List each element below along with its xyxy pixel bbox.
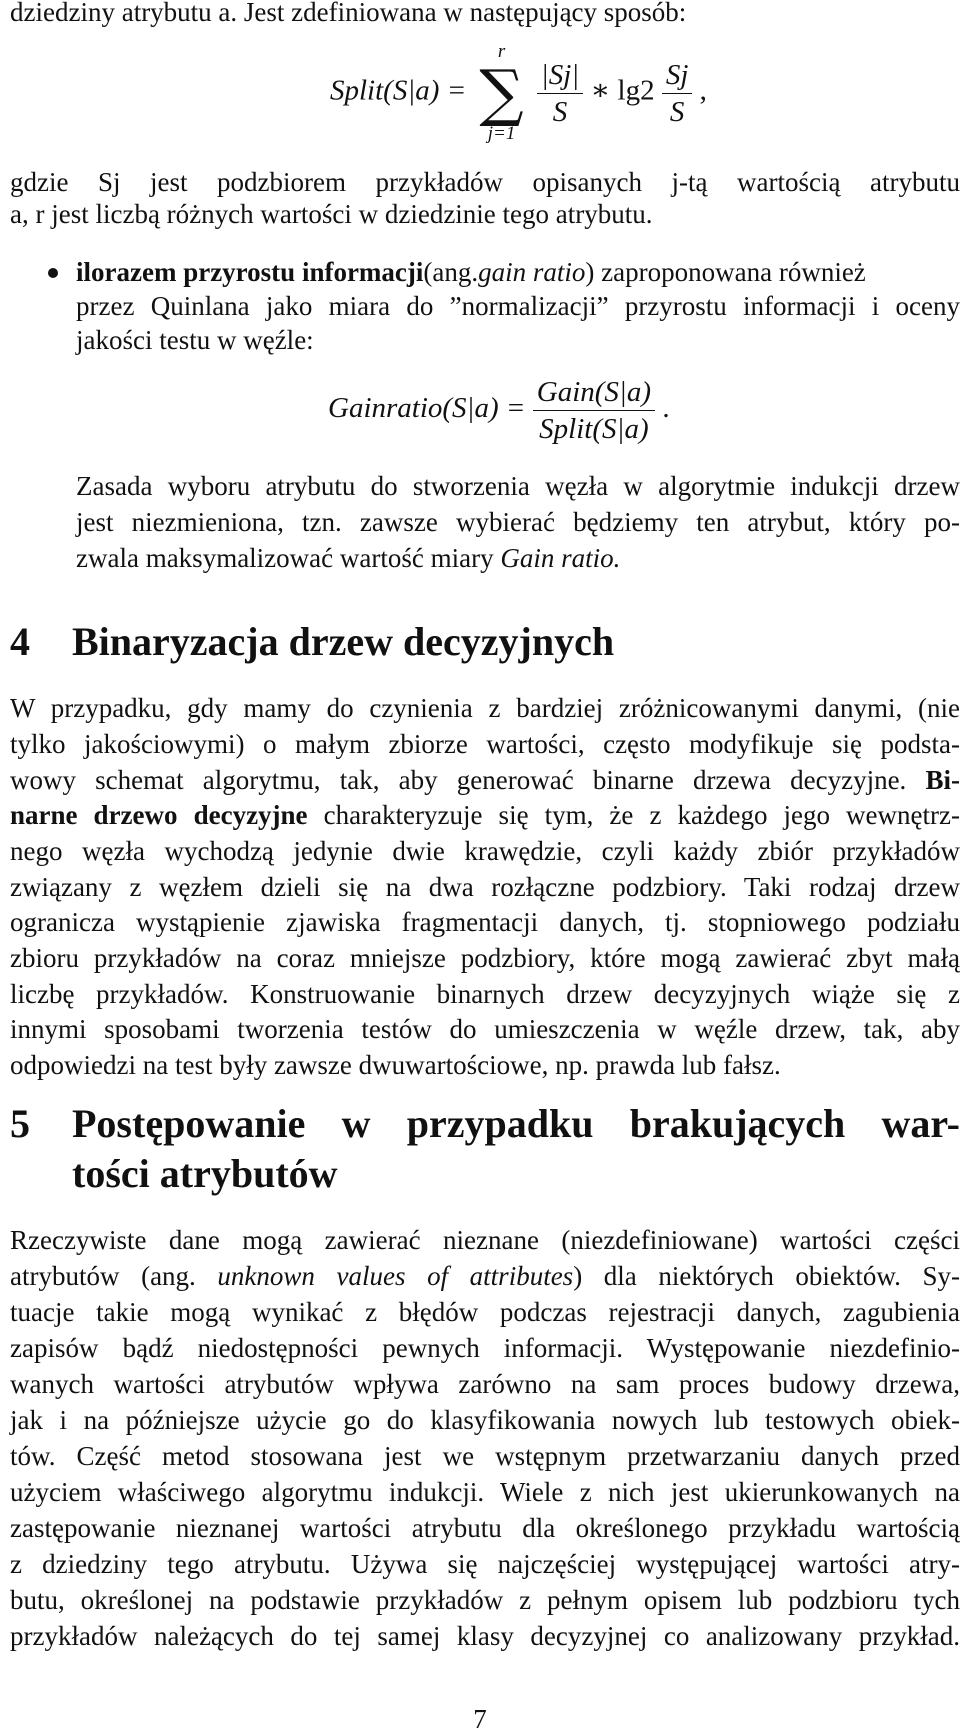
- text-line: Zasada wyboru atrybutu do stworzenia węzła w algorytmie indukcji drzew: [76, 468, 960, 504]
- fraction-denominator: S: [662, 94, 693, 130]
- text-line: z dziedziny tego atrybutu. Używa się najczęściej występującej wartości atry-: [10, 1546, 960, 1582]
- text-line: tuacje takie mogą wynikać z błędów podczas rejestracji danych, zagubienia: [10, 1294, 960, 1330]
- text-line: W przypadku, gdy mamy do czynienia z bardziej zróżnicowanymi danymi, (nie: [10, 690, 960, 726]
- bold-term: narne drzewo decyzyjne: [10, 800, 308, 830]
- bullet-term: ilorazem przyrostu informacji: [76, 257, 423, 287]
- page-number: 7: [0, 1704, 960, 1735]
- split-formula: [330, 42, 707, 144]
- italic-term: unknown values of attributes: [217, 1261, 573, 1291]
- text-line: innymi sposobami tworzenia testów do umieszczenia w węźle drzew, tak, aby: [10, 1011, 960, 1047]
- text-line: [10, 1258, 960, 1294]
- sum-symbol: r ∑ j=1: [474, 42, 530, 144]
- text-line: a, r jest liczbą różnych wartości w dziedzinie tego atrybutu.: [10, 196, 960, 232]
- text-span: wowy schemat algorytmu, tak, aby generować binarne drzewa decyzyjne.: [10, 765, 906, 795]
- sum-upper: r: [474, 42, 530, 62]
- formula-lhs: Split(S|a) =: [330, 75, 466, 107]
- text-line: użyciem właściwego algorytmu indukcji. Wiele z nich jest ukierunkowanych na: [10, 1474, 960, 1510]
- formula-lhs: Gainratio(S|a) =: [328, 392, 526, 424]
- text-line: związany z węzłem dzieli się na dwa rozłączne podzbiory. Taki rodzaj drzew: [10, 869, 960, 905]
- section-title: Postępowanie w przypadku brakujących war-: [72, 1101, 960, 1146]
- fraction-denominator: S: [537, 94, 584, 130]
- italic-term: gain ratio: [478, 257, 585, 287]
- text-line: tów. Część metod stosowana jest we wstępnym przetwarzaniu danych przed: [10, 1438, 960, 1474]
- section-title-continued: tości atrybutów: [72, 1150, 338, 1198]
- text-span: (ang.: [423, 257, 478, 287]
- fraction-numerator: |Sj|: [537, 57, 584, 94]
- text-line: liczbę przykładów. Konstruowanie binarnych drzew decyzyjnych wiąże się z: [10, 976, 960, 1012]
- formula-operator: ∗ lg2: [591, 75, 655, 107]
- text-span: ) zaproponowana również: [585, 257, 865, 287]
- text-line: tylko jakościowymi) o małym zbiorze wartości, często modyfikuje się podsta-: [10, 726, 960, 762]
- text-line: [10, 762, 960, 798]
- text-span: zwala maksymalizować wartość miary: [76, 543, 494, 573]
- text-span: charakteryzuje się tym, że z każdego jego wewnętrz-: [324, 800, 960, 830]
- fraction-denominator: Split(S|a): [533, 411, 655, 447]
- text-span: atrybutów (ang.: [10, 1261, 196, 1291]
- text-line: [10, 797, 960, 833]
- section-number: 5: [10, 1100, 72, 1148]
- text-line: przez Quinlana jako miara do ”normalizacji” przyrostu informacji i oceny: [76, 288, 960, 324]
- bullet-line: [76, 254, 960, 290]
- text-line: jakości testu w węźle:: [76, 322, 960, 358]
- section-title: Binaryzacja drzew decyzyjnych: [72, 619, 614, 664]
- italic-term: Gain ratio.: [500, 543, 620, 573]
- fraction-numerator: Gain(S|a): [533, 374, 655, 411]
- text-line: butu, określonej na podstawie przykładów z pełnym opisem lub podzbioru tych: [10, 1582, 960, 1618]
- text-line: zbioru przykładów na coraz mniejsze podzbiory, które mogą zawierać zbyt małą: [10, 940, 960, 976]
- section-heading: [10, 618, 614, 666]
- bullet-icon: [48, 268, 58, 278]
- text-line: Rzeczywiste dane mogą zawierać nieznane (niezdefiniowane) wartości części: [10, 1222, 960, 1258]
- text-line: dziedziny atrybutu a. Jest zdefiniowana w następujący sposób:: [10, 0, 960, 30]
- text-line: przykładów należących do tej samej klasy decyzyjnej co analizowany przykład.: [10, 1618, 960, 1654]
- text-line: jak i na późniejsze użycie go do klasyfikowania nowych lub testowych obiek-: [10, 1402, 960, 1438]
- text-line: zastępowanie nieznanej wartości atrybutu dla określonego przykładu wartością: [10, 1510, 960, 1546]
- bold-term: Bi-: [926, 765, 960, 795]
- formula-tail: ,: [700, 75, 707, 107]
- text-line: wanych wartości atrybutów wpływa zarówno na sam proces budowy drzewa,: [10, 1366, 960, 1402]
- text-line: jest niezmieniona, tzn. zawsze wybierać będziemy ten atrybut, który po-: [76, 504, 960, 540]
- text-line: ogranicza wystąpienie zjawiska fragmentacji danych, tj. stopniowego podziału: [10, 904, 960, 940]
- fraction-numerator: Sj: [662, 57, 693, 94]
- text-line: odpowiedzi na test były zawsze dwuwartościowe, np. prawda lub fałsz.: [10, 1047, 960, 1083]
- sum-lower: j=1: [474, 124, 530, 144]
- section-number: 4: [10, 618, 72, 666]
- section-heading: [10, 1100, 960, 1148]
- text-span: ) dla niektórych obiektów. Sy-: [573, 1261, 960, 1291]
- text-line: [76, 540, 960, 576]
- text-line: nego węzła wychodzą jedynie dwie krawędzie, czyli każdy zbiór przykładów: [10, 833, 960, 869]
- fraction: [662, 57, 693, 130]
- formula-tail: .: [662, 392, 669, 424]
- text-line: zapisów bądź niedostępności pewnych informacji. Występowanie niezdefinio-: [10, 1330, 960, 1366]
- text-line: gdzie Sj jest podzbiorem przykładów opisanych j-tą wartością atrybutu: [10, 164, 960, 200]
- gain-ratio-formula: [328, 374, 670, 447]
- fraction: [533, 374, 655, 447]
- fraction: [537, 57, 584, 130]
